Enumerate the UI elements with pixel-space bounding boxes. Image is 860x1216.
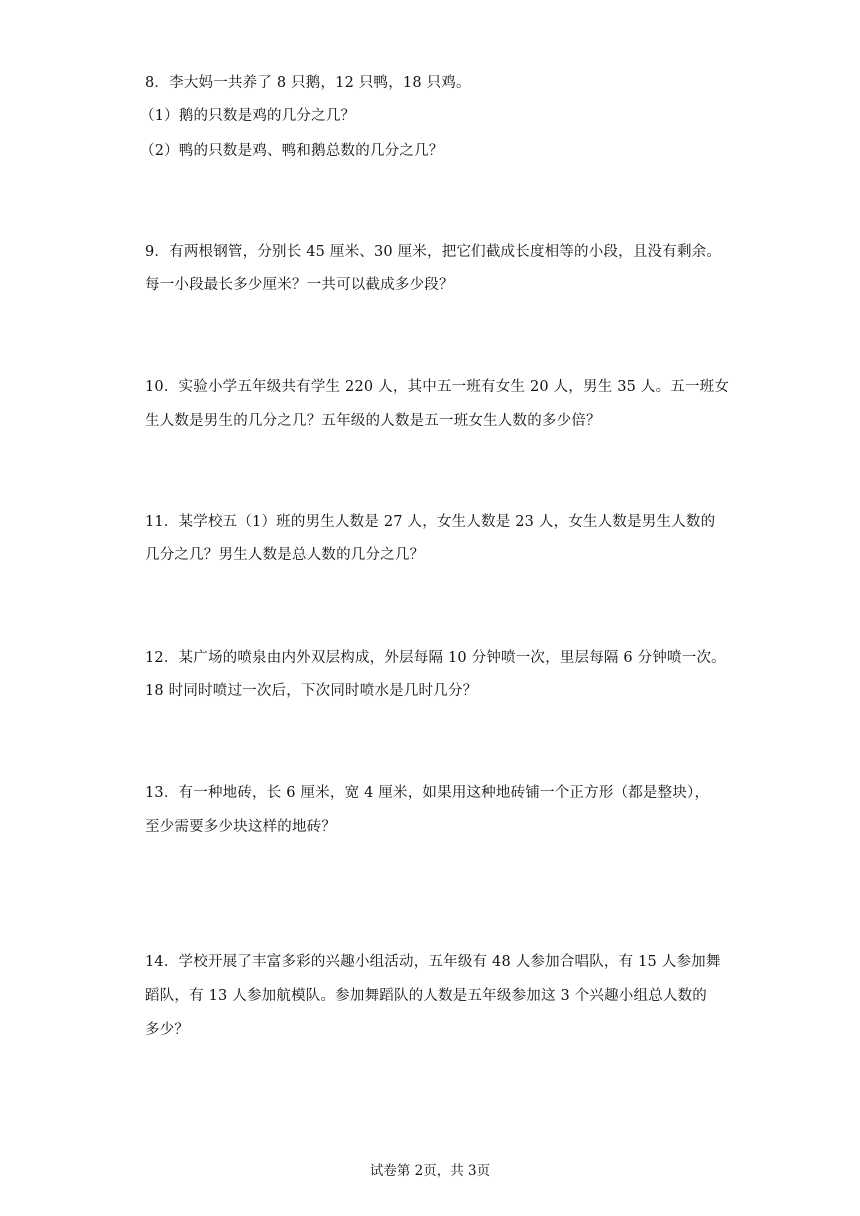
question-10-line-1: 10．实验小学五年级共有学生 220 人，其中五一班有女生 20 人，男生 35 人。五一班女	[145, 379, 730, 395]
question-11-line-2: 几分之几？男生人数是总人数的几分之几？	[145, 547, 425, 563]
question-8-part-2: （2）鸭的只数是鸡、鸭和鹅总数的几分之几？	[140, 143, 444, 159]
question-9-line-1: 9．有两根钢管，分别长 45 厘米、30 厘米，把它们截成长度相等的小段，且没有剩余。	[145, 244, 722, 260]
question-10-line-2: 生人数是男生的几分之几？五年级的人数是五一班女生人数的多少倍？	[145, 413, 601, 429]
question-13-line-1: 13．有一种地砖，长 6 厘米，宽 4 厘米，如果用这种地砖铺一个正方形（都是整块），	[145, 785, 710, 801]
question-8-part-1: （1）鹅的只数是鸡的几分之几？	[140, 108, 356, 124]
question-14-line-3: 多少？	[145, 1022, 190, 1038]
question-11-line-1: 11．某学校五（1）班的男生人数是 27 人，女生人数是 23 人，女生人数是男生人数的	[145, 514, 716, 530]
question-9-line-2: 每一小段最长多少厘米？一共可以截成多少段？	[145, 277, 454, 293]
question-8-text: 8．李大妈一共养了 8 只鹅，12 只鸭，18 只鸡。	[145, 75, 471, 91]
question-13-line-2: 至少需要多少块这样的地砖？	[145, 819, 337, 835]
question-14-line-1: 14．学校开展了丰富多彩的兴趣小组活动，五年级有 48 人参加合唱队，有 15 人参加舞	[145, 954, 721, 970]
question-12-line-1: 12．某广场的喷泉由内外双层构成，外层每隔 10 分钟喷一次，里层每隔 6 分钟喷一次。	[145, 650, 726, 666]
page-number-footer: 试卷第 2页，共 3页	[369, 1163, 491, 1179]
question-14-line-2: 蹈队，有 13 人参加航模队。参加舞蹈队的人数是五年级参加这 3 个兴趣小组总人数的	[145, 988, 708, 1004]
question-12-line-2: 18 时同时喷过一次后，下次同时喷水是几时几分？	[145, 683, 478, 699]
